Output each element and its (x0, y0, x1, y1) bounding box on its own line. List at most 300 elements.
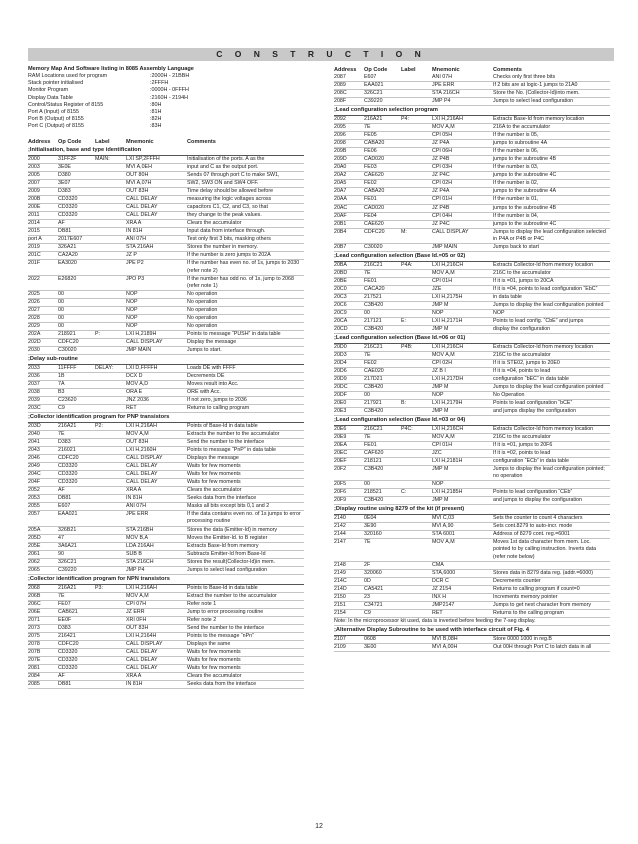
table-row (28, 535, 304, 543)
table-row (334, 426, 610, 434)
opcode-cell: 47 (58, 534, 64, 541)
opcode-cell: 1B (58, 372, 65, 379)
label-cell (95, 180, 126, 187)
opcode-cell: 216421 (58, 632, 76, 639)
comment-cell: and jumps to display the configuration (493, 497, 582, 504)
table-row (28, 180, 304, 188)
label-cell (401, 376, 432, 383)
address-cell: 2142 (334, 523, 346, 530)
comment-cell: Test only first 3 bits, masking others (187, 236, 271, 243)
comment-cell: Seeks data from the interface (187, 495, 257, 502)
label-cell (95, 593, 126, 600)
address-cell: 20F9 (334, 497, 347, 504)
comment-cell: Waits for few moments (187, 665, 241, 672)
comment-cell: Moves 1st data character from mem. Loc. pointed to by calling instruction. Inverts data (refer note below) (493, 539, 597, 560)
comment-cell: Jumps to display the lead configuration pointed (493, 301, 604, 308)
table-row (334, 376, 610, 384)
opcode-cell: 7E (364, 539, 371, 546)
address-cell: 2071 (28, 616, 40, 623)
table-row (28, 212, 304, 220)
table-row (28, 559, 304, 567)
opcode-cell: 3E0E (58, 163, 71, 170)
opcode-cell: 3E90 (364, 523, 377, 530)
comment-cell: If the number is 03, (493, 164, 539, 171)
mnemonic-cell: LXI H,2175H (432, 293, 463, 300)
comment-cell: Stores the result(Collector-Id)in mem. (187, 558, 276, 565)
table-row (28, 373, 304, 381)
table-row (28, 511, 304, 526)
table-row (334, 570, 610, 578)
mnemonic-cell: CPI 02H (432, 180, 453, 187)
address-cell: 208C (334, 90, 347, 97)
table-row (28, 657, 304, 665)
table-row (334, 270, 610, 278)
table-row (334, 74, 610, 82)
address-cell: 20E0 (334, 400, 347, 407)
comment-cell: Refer note 2 (187, 616, 217, 623)
label-cell (401, 310, 432, 317)
table-header (334, 66, 610, 74)
address-cell: 20AF (334, 212, 347, 219)
opcode-cell: FE06 (364, 148, 377, 155)
opcode-cell: 7E (58, 592, 65, 599)
label-cell (95, 204, 126, 211)
mnemonic-cell: MVI A,07H (126, 179, 152, 186)
mnemonic-cell: ANI 07H (126, 236, 147, 243)
table-row (28, 439, 304, 447)
address-cell: 2057 (28, 511, 40, 518)
header-cell: Label (95, 139, 110, 146)
table-row (334, 188, 610, 196)
table-row (334, 602, 610, 610)
memory-map-value: :2000H - 21BBH (150, 73, 190, 80)
mnemonic-cell: STA 216CH (432, 90, 460, 97)
mnemonic-cell: JZ P4C (432, 172, 450, 179)
label-cell (401, 148, 432, 155)
table-row (334, 98, 610, 106)
table-row (28, 188, 304, 196)
mnemonic-cell: NOP (432, 481, 444, 488)
comment-cell: Display the message (187, 338, 237, 345)
comment-cell: Jumps to display the lead configuration pointed (493, 384, 604, 391)
opcode-cell: C34721 (364, 601, 383, 608)
label-cell (401, 570, 432, 577)
comment-cell: If it is =01, jumps to 20F6 (493, 442, 553, 449)
mnemonic-cell: CPI 03H (432, 164, 453, 171)
mnemonic-cell: CALL DELAY (126, 665, 158, 672)
opcode-cell: 216C21 (364, 343, 383, 350)
label-cell (95, 665, 126, 672)
opcode-cell: CAF620 (364, 450, 384, 457)
table-row (28, 601, 304, 609)
comment-cell: Jumps to display the lead configuration selected in P4A or P4B or P4C (493, 228, 606, 242)
mnemonic-cell: JNZ 2036 (126, 397, 149, 403)
opcode-cell: 00 (58, 314, 64, 321)
opcode-cell: CDFC20 (58, 640, 79, 647)
opcode-cell: CD3320 (58, 471, 78, 478)
comment-cell: jumps to the subroutine 4C (493, 220, 557, 227)
opcode-cell: 31FF2F (58, 155, 77, 162)
mnemonic-cell: JMP M (432, 301, 449, 308)
address-cell: 2015 (28, 228, 40, 235)
comment-cell: Points to lead configuration “CEb” (493, 489, 573, 496)
mnemonic-cell: JZC (432, 450, 442, 457)
comment-cell: jumps to the subroutine 4B (493, 204, 557, 211)
table-row (334, 326, 610, 334)
comment-cell: Stores the number in memory. (187, 244, 258, 251)
header-cell: Comments (187, 139, 216, 146)
mnemonic-cell: LXI H,2185H (432, 489, 463, 496)
address-cell: 2109 (334, 643, 346, 650)
comment-cell: Clears the accumulator (187, 487, 242, 494)
label-cell (401, 392, 432, 399)
opcode-cell: CAE620 (364, 172, 384, 179)
address-cell: 2154 (334, 609, 346, 616)
comment-cell: Points to the message “nPn” (187, 632, 254, 639)
mnemonic-cell: JZ 2154 (432, 585, 452, 592)
comment-cell: Extracts Collector-Id from memory location (493, 426, 594, 433)
table-row (334, 116, 610, 124)
mnemonic-cell: OUT 83H (126, 438, 149, 445)
section-title: ;Lead configuration selection (Base Id.=06 or 01) (334, 335, 610, 344)
label-cell (401, 466, 432, 480)
address-cell: 2148 (334, 561, 346, 568)
opcode-cell: AF (58, 220, 65, 227)
mnemonic-cell: OUT 80H (126, 171, 149, 178)
table-row (28, 397, 304, 405)
comment-cell: If the data contains even no. of 1s jumps to error processing routine (187, 511, 301, 525)
label-cell (401, 286, 432, 293)
table-row (28, 495, 304, 503)
comment-cell: Out 00H through Port C to latch data in all (493, 643, 592, 650)
label-cell (401, 172, 432, 179)
comment-cell: SW2, SW3 ON and SW4 OFF. (187, 179, 259, 186)
table-row (334, 539, 610, 561)
memory-map-label: Port C (Output) of 8155 (28, 122, 85, 129)
table-row (334, 636, 610, 644)
mnemonic-cell: MVI A,00H (432, 643, 458, 650)
address-cell: 20BD (334, 269, 348, 276)
comment-cell: Points to Base-Id in data table (187, 584, 258, 591)
address-cell: 2098 (334, 140, 346, 147)
table-row (334, 450, 610, 458)
label-cell (95, 164, 126, 171)
table-row (28, 276, 304, 291)
mnemonic-cell: STA,6000 (432, 569, 456, 576)
comment-cell: Displays the message (187, 455, 239, 462)
table-row (28, 431, 304, 439)
mnemonic-cell: RET (432, 609, 443, 616)
comment-cell: Initialisation of the ports. A as the (187, 155, 265, 162)
mnemonic-cell: LXI H,217DH (432, 375, 464, 382)
comment-cell: they change to the peak values. (187, 212, 262, 219)
table-row (28, 381, 304, 389)
label-cell (401, 124, 432, 131)
address-cell: 209D (334, 156, 347, 163)
mnemonic-cell: LXI H,2171H (432, 317, 463, 324)
table-row (28, 479, 304, 487)
label-cell (95, 236, 126, 243)
address-cell: 2030 (28, 346, 40, 353)
comment-cell: Displays the same (187, 640, 231, 647)
mnemonic-cell: CALL DELAY (126, 471, 158, 478)
comment-cell: If the number has even no. of 1s, jumps to 2030 (refer note 2) (187, 260, 300, 274)
label-cell (401, 302, 432, 309)
table-row (28, 260, 304, 275)
table-row (334, 124, 610, 132)
mnemonic-cell: JMP M (432, 384, 449, 391)
table-row (28, 471, 304, 479)
comment-cell: Points of Base-Id in data table (187, 422, 258, 429)
mnemonic-cell: INX H (432, 593, 447, 600)
comment-cell: If the number is 02, (493, 180, 539, 187)
address-cell: 2033 (28, 364, 40, 371)
table-row (28, 156, 304, 164)
opcode-cell: C9 (58, 405, 65, 412)
mnemonic-cell: NOP (432, 309, 444, 316)
label-cell (95, 567, 126, 574)
table-row (28, 681, 304, 689)
address-cell: 2014 (28, 220, 40, 227)
memory-map-value: :82H (150, 115, 162, 122)
opcode-cell: C39220 (58, 566, 77, 573)
comment-cell: Returns to the calling program (493, 609, 564, 616)
opcode-cell: 0E04 (364, 515, 377, 522)
table-row (28, 204, 304, 212)
opcode-cell: B3 (58, 388, 65, 395)
opcode-cell: FE02 (364, 359, 377, 366)
memory-map-label: Monitor Program (28, 87, 69, 94)
comment-cell: Extracts Collector-Id from memory location (493, 261, 594, 268)
opcode-cell: CAB621 (58, 608, 78, 615)
address-cell: 2029 (28, 322, 40, 329)
mnemonic-cell: LXI H,2160H (126, 447, 157, 454)
mnemonic-cell: IN 81H (126, 495, 143, 502)
label-cell (401, 205, 432, 212)
address-cell: 20A0 (334, 164, 347, 171)
mnemonic-cell: CPI 02H (432, 359, 453, 366)
table-row (28, 423, 304, 431)
address-cell: 2036 (28, 372, 40, 379)
opcode-cell: CDFC20 (58, 338, 79, 345)
address-cell: 2150 (334, 593, 346, 600)
mnemonic-cell: JPE ERR (432, 82, 455, 89)
address-cell: 20C9 (334, 309, 347, 316)
opcode-cell: 00 (364, 309, 370, 316)
label-cell: E: (401, 317, 407, 324)
address-cell: 201F (28, 260, 41, 267)
label-cell (95, 463, 126, 470)
label-cell: B: (401, 400, 407, 407)
label-cell (95, 276, 126, 290)
section-title: ;Display routine using 8279 of the kit (if present) (334, 506, 610, 515)
opcode-cell: 216C21 (364, 426, 383, 433)
address-cell: 2085 (28, 681, 40, 688)
table-row (28, 307, 304, 315)
label-cell (401, 82, 432, 89)
table-row (334, 578, 610, 586)
comment-cell: If the number is 05, (493, 132, 539, 139)
label-cell (95, 252, 126, 259)
opcode-cell: 218921 (58, 330, 76, 337)
opcode-cell: CA5421 (364, 585, 384, 592)
label-cell: C: (401, 489, 407, 496)
comment-cell: Waits for few moments (187, 648, 241, 655)
address-cell: 20D4 (334, 359, 347, 366)
memory-map-label: Port B (Output) of 8155 (28, 115, 84, 122)
memory-map-value: :0000H - 0FFFH (150, 87, 189, 94)
mnemonic-cell: OUT 83H (126, 188, 149, 195)
section-title: ;Delay sub-routine (28, 356, 304, 365)
table-row (28, 299, 304, 307)
mnemonic-cell: SUB B (126, 550, 142, 557)
memory-map-value: :2160H - 2194H (150, 94, 189, 101)
mnemonic-cell: JPE P2 (126, 260, 144, 267)
header-cell: Address (28, 139, 51, 146)
address-cell: 2025 (28, 290, 40, 297)
label-cell (95, 347, 126, 354)
address-cell: 2026 (28, 298, 40, 305)
comment-cell: 216C to the accumulator (493, 351, 551, 358)
comment-cell: Waits for few moments (187, 463, 241, 470)
mnemonic-cell: JMP P4 (126, 566, 145, 573)
opcode-cell: 3A6A21 (58, 542, 77, 549)
table-row (28, 625, 304, 633)
table-row (334, 302, 610, 310)
comment-cell: If it is STE02, jumps to 20E0 (493, 359, 560, 366)
address-cell: 2062 (28, 558, 40, 565)
label-cell (401, 368, 432, 375)
spacer (28, 130, 304, 138)
comment-cell: Send the number to the interface (187, 624, 265, 631)
opcode-cell: 00 (364, 481, 370, 488)
opcode-cell: 7E (364, 434, 371, 441)
mnemonic-cell: MVI C,03 (432, 515, 455, 522)
address-cell: 20DF (334, 392, 347, 399)
label-cell (95, 641, 126, 648)
mnemonic-cell: LXI H,216CH (432, 426, 464, 433)
label-cell (401, 408, 432, 415)
table-row (334, 90, 610, 98)
opcode-cell: C3B420 (364, 497, 384, 504)
address-cell: 205E (28, 542, 41, 549)
comment-cell: Time delay should be allowed before (187, 188, 274, 195)
mnemonic-cell: MOV A,M (432, 539, 455, 546)
table-row (334, 156, 610, 164)
mnemonic-cell: NOP (126, 306, 138, 313)
address-cell: 2096 (334, 132, 346, 139)
address-cell: 20A5 (334, 180, 347, 187)
comment-cell: Decrements DE (187, 372, 225, 379)
address-cell: 2149 (334, 569, 346, 576)
mnemonic-cell: STA 216BH (126, 526, 154, 533)
section-title: ;Alternative Display Subroutine to be used with interface circuit of Fig. 4 (334, 627, 610, 636)
table-row (28, 447, 304, 455)
address-cell: 214D (334, 585, 347, 592)
table-row (334, 368, 610, 376)
memory-map-row (28, 80, 304, 87)
address-cell: 20B4 (334, 228, 347, 235)
label-cell (95, 527, 126, 534)
address-cell: 20EA (334, 442, 347, 449)
label-cell (401, 278, 432, 285)
address-cell: 2147 (334, 539, 346, 546)
address-cell: 20A7 (334, 188, 347, 195)
address-cell: 202D (28, 338, 41, 345)
opcode-cell: CD3320 (58, 665, 78, 672)
mnemonic-cell: JZ B I (432, 367, 446, 374)
mnemonic-cell: LXI H,216AH (126, 584, 157, 591)
opcode-cell: 2017E607 (58, 236, 83, 243)
address-cell: 2061 (28, 550, 40, 557)
label-cell (95, 220, 126, 227)
comment-cell: Extracts the number to the accumulator (187, 430, 280, 437)
opcode-cell: D383 (58, 438, 71, 445)
label-cell: MAIN: (95, 155, 110, 162)
address-cell: 2055 (28, 503, 40, 510)
table-row (28, 649, 304, 657)
memory-map-value: :83H (150, 122, 162, 129)
opcode-cell: FE04 (364, 212, 377, 219)
mnemonic-cell: JZ P4A (432, 140, 450, 147)
label-cell (95, 323, 126, 330)
address-cell: 2046 (28, 455, 40, 462)
memory-map-label: Port A (Input) of 8155 (28, 108, 79, 115)
table-row (334, 400, 610, 408)
label-cell: M: (401, 228, 407, 235)
comment-cell: Stores data in 8279 data reg. (addr.=6000) (493, 569, 593, 576)
label-cell (401, 434, 432, 441)
mnemonic-cell: LXI H,216CH (432, 343, 464, 350)
table-row (28, 339, 304, 347)
memory-map-value: :80H (150, 101, 162, 108)
memory-map-value: :81H (150, 108, 162, 115)
comment-cell: Sets cont.8279 to auto-incr. mode (493, 523, 573, 530)
opcode-cell: CABA20 (364, 188, 385, 195)
label-cell (95, 503, 126, 510)
memory-map-row (28, 123, 304, 130)
mnemonic-cell: NOP (126, 290, 138, 297)
opcode-cell: EAA021 (58, 511, 78, 518)
opcode-cell: D380 (58, 171, 71, 178)
note-text: Note: In the microprocessor kit used, data is inverted before feeding the 7-seg display. (334, 618, 610, 626)
comment-cell: jumps to the subroutine 4B (493, 156, 557, 163)
opcode-cell: EA3020 (58, 260, 77, 267)
label-cell (95, 315, 126, 322)
address-cell: 2038 (28, 388, 40, 395)
address-cell: 20F2 (334, 466, 347, 473)
label-cell (95, 543, 126, 550)
opcode-cell: C3B420 (364, 384, 384, 391)
memory-map-row (28, 102, 304, 109)
comment-cell: Decrements counter (493, 577, 541, 584)
label-cell (95, 673, 126, 680)
mnemonic-cell: CALL DISPLAY (432, 228, 469, 235)
address-cell: 2087 (334, 74, 346, 80)
label-cell (401, 90, 432, 97)
mnemonic-cell: JZ ERR (126, 608, 145, 615)
comment-cell: Store the No. (Collector-Id)into mem. (493, 90, 580, 97)
address-cell: 204C (28, 471, 41, 478)
mnemonic-cell: MOV A,M (126, 592, 149, 599)
address-cell: 206E (28, 608, 41, 615)
address-cell: 20AC (334, 204, 348, 211)
opcode-cell: 320060 (364, 569, 382, 576)
comment-cell: If the number is 06, (493, 148, 539, 155)
label-cell (401, 221, 432, 228)
label-cell: P4C: (401, 426, 413, 433)
label-cell (95, 260, 126, 274)
